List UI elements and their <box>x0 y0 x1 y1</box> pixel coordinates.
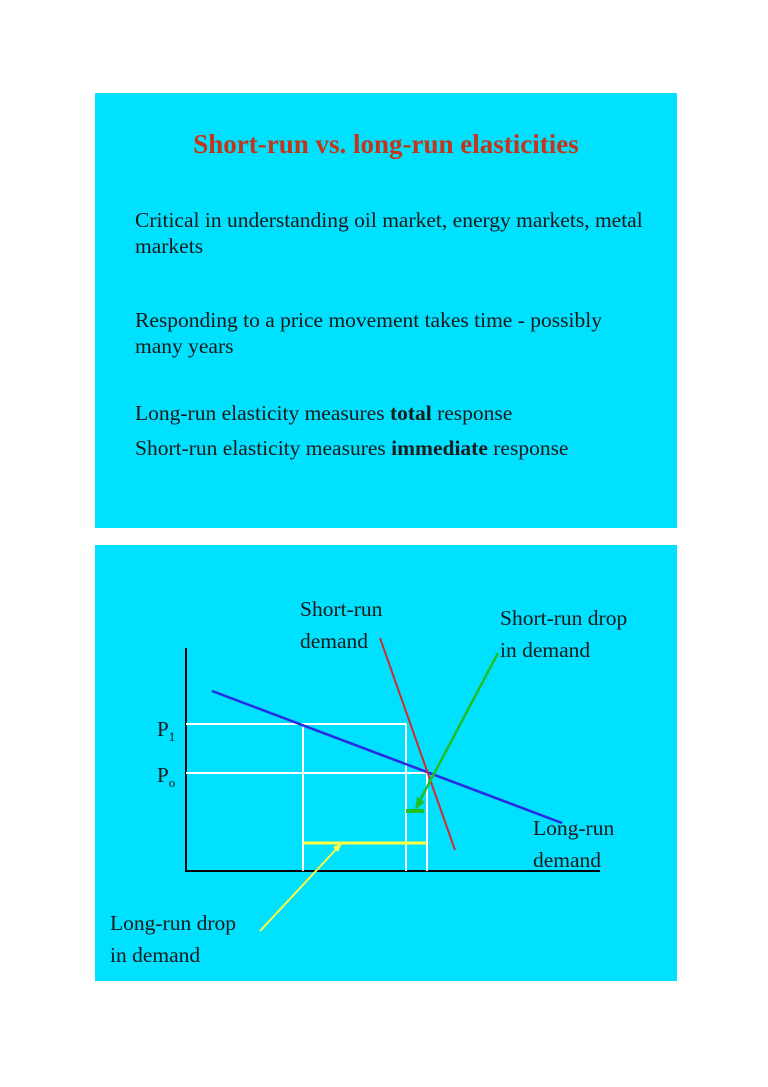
long-run-drop-pointer <box>260 843 342 931</box>
short-run-drop-label-line1: Short-run drop <box>500 606 628 630</box>
p1-tick-label <box>157 717 175 745</box>
paragraph-short-run <box>135 435 655 461</box>
paragraph-long-run <box>135 400 655 426</box>
slide-demand-graph <box>95 545 677 981</box>
long-run-text-pre: Long-run elasticity measures <box>135 401 390 425</box>
short-run-text-pre: Short-run elasticity measures <box>135 436 392 460</box>
long-run-demand-line <box>212 691 562 823</box>
short-run-bold: immediate <box>391 436 488 460</box>
p1-base: P <box>157 717 169 741</box>
slide-short-vs-long-run <box>95 93 677 528</box>
short-run-demand-line <box>380 638 455 850</box>
short-run-drop-arrowhead <box>415 797 425 810</box>
short-run-drop-label-line2: in demand <box>500 638 591 662</box>
short-run-demand-label-line2: demand <box>300 629 369 653</box>
p0-tick-label <box>157 763 175 791</box>
long-run-drop-label-line2: in demand <box>110 943 201 967</box>
long-run-bold: total <box>389 401 432 425</box>
long-run-demand-label-line1: Long-run <box>533 816 615 840</box>
slide-title: Short-run vs. long-run elasticities <box>193 129 579 159</box>
long-run-demand-label-line2: demand <box>533 848 602 872</box>
p1-sub: 1 <box>168 729 176 745</box>
paragraph-markets: Critical in understanding oil market, energy markets, metal markets <box>135 208 643 258</box>
p0-base: P <box>157 763 169 787</box>
long-run-demand-label <box>533 812 614 876</box>
long-run-drop-label <box>110 907 236 971</box>
short-run-drop-label <box>500 602 627 666</box>
short-run-demand-label-line1: Short-run <box>300 597 383 621</box>
paragraph-time: Responding to a price movement takes time - possibly many years <box>135 308 602 358</box>
short-run-drop-pointer <box>418 653 498 804</box>
p0-sub: o <box>168 775 176 791</box>
short-run-text-post: response <box>487 436 569 460</box>
long-run-drop-label-line1: Long-run drop <box>110 911 236 935</box>
long-run-text-post: response <box>431 401 513 425</box>
short-run-demand-label <box>300 593 382 657</box>
